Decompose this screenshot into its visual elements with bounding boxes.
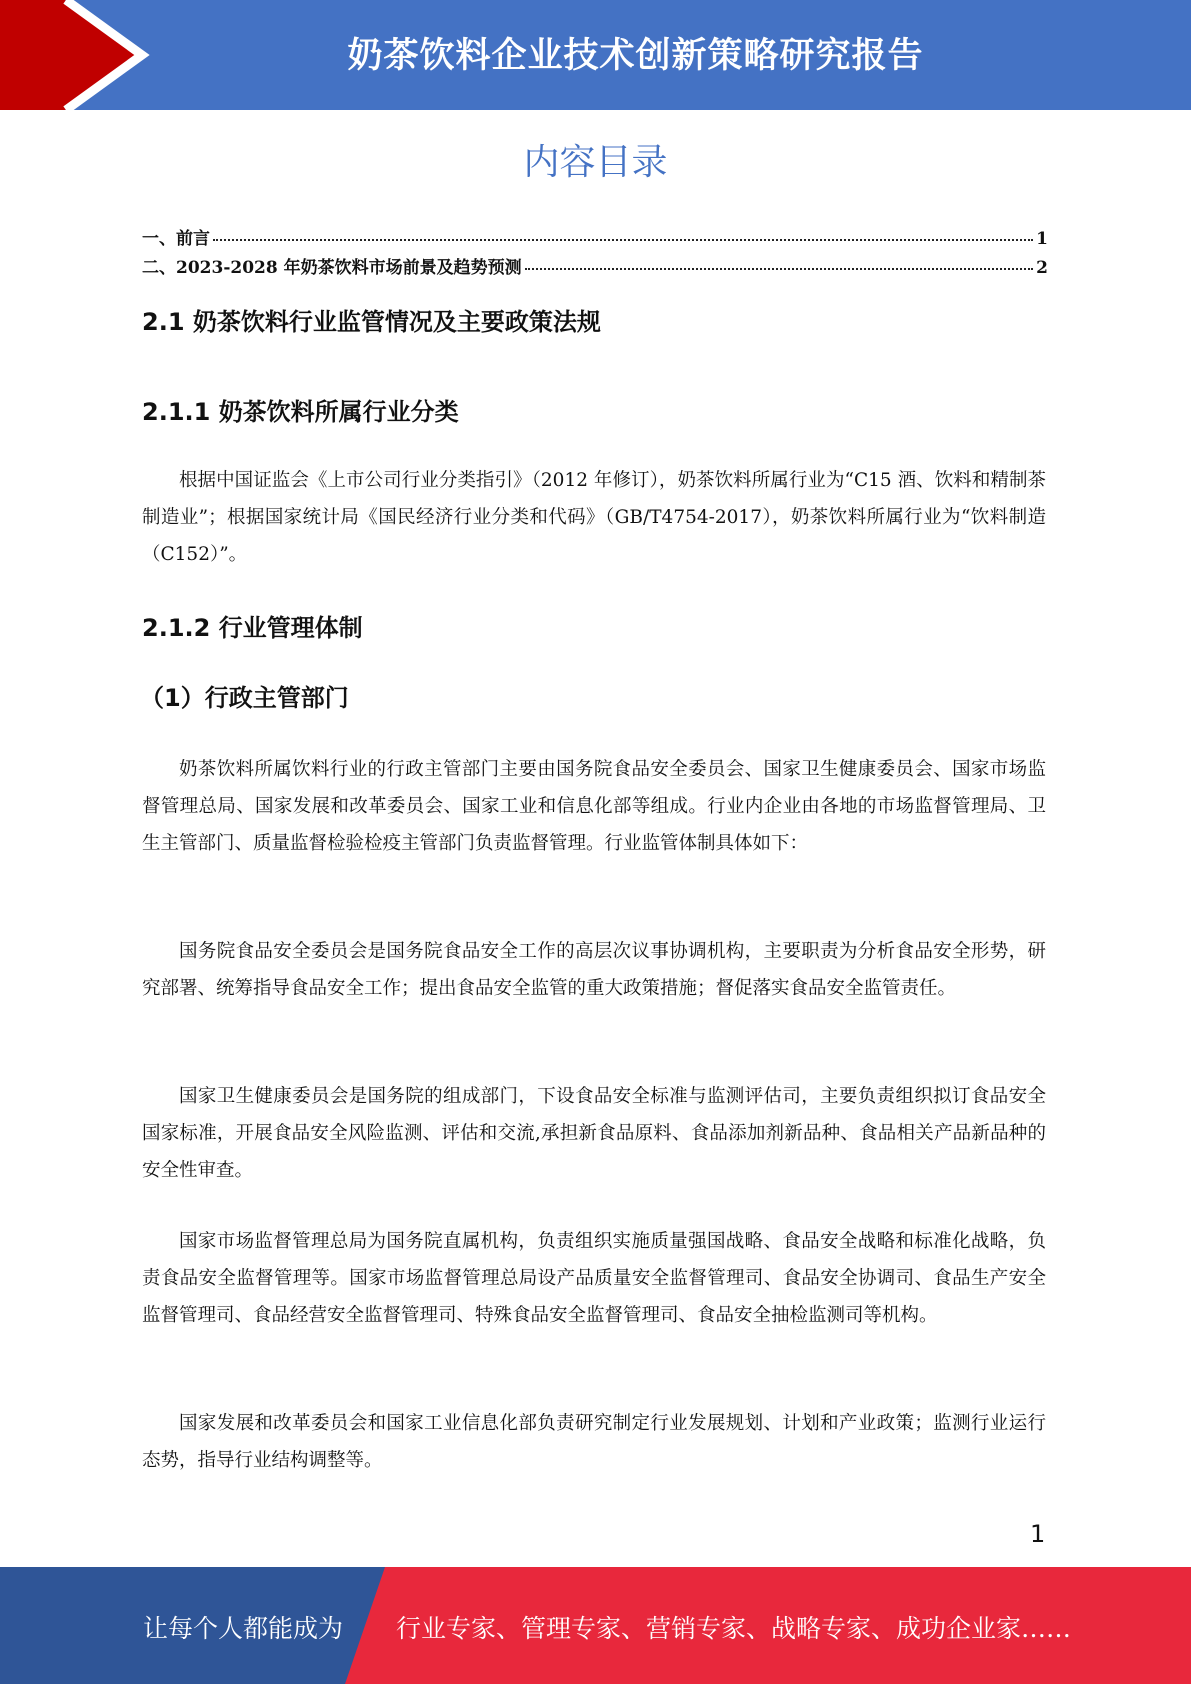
header-banner (0, 0, 1191, 110)
toc-entry-page: 1 (1036, 229, 1048, 249)
report-title: 奶茶饮料企业技术创新策略研究报告 (347, 36, 924, 76)
section-heading-2-1-2: 2.1.2 行业管理体制 (142, 614, 363, 642)
paragraph-health-commission: 国家卫生健康委员会是国务院的组成部门，下设食品安全标准与监测评估司，主要负责组织拟订食品安全国家标准，开展食品安全风险监测、评估和交流,承担新食品原料、食品添加剂新品种、食品相关产品新品种的安全性审查。 (142, 1086, 1046, 1181)
toc-dot-leader (525, 268, 1034, 270)
footer-slogan-right: 行业专家、管理专家、营销专家、战略专家、成功企业家…… (396, 1614, 1072, 1643)
paragraph-admin-departments: 奶茶饮料所属饮料行业的行政主管部门主要由国务院食品安全委员会、国家卫生健康委员会、国家市场监督管理总局、国家发展和改革委员会、国家工业和信息化部等组成。行业内企业由各地的市场监督管理局、卫生主管部门、质量监督检验检疫主管部门负责监督管理。行业监管体制具体如下： (142, 759, 1046, 854)
toc-entry-label: 一、前言 (142, 229, 210, 249)
section-heading-2-1: 2.1 奶茶饮料行业监管情况及主要政策法规 (142, 308, 601, 336)
paragraph-food-safety-committee: 国务院食品安全委员会是国务院食品安全工作的高层次议事协调机构，主要职责为分析食品安全形势，研究部署、统筹指导食品安全工作；提出食品安全监管的重大政策措施；督促落实食品安全监管责任。 (142, 941, 1046, 999)
toc-entry[interactable] (142, 224, 1048, 253)
footer-banner (0, 1567, 1191, 1684)
toc-entry[interactable] (142, 253, 1048, 282)
toc-dot-leader (213, 239, 1033, 241)
page-number: 1 (1030, 1520, 1046, 1548)
toc-entry-page: 2 (1036, 258, 1048, 278)
paragraph-ndrc-miit: 国家发展和改革委员会和国家工业信息化部负责研究制定行业发展规划、计划和产业政策；监测行业运行态势，指导行业结构调整等。 (142, 1413, 1046, 1471)
paragraph-industry-classification: 根据中国证监会《上市公司行业分类指引》（2012 年修订），奶茶饮料所属行业为“C15 酒、饮料和精制茶制造业”；根据国家统计局《国民经济行业分类和代码》（GB/T4754-2017），奶茶饮料所属行业为“饮料制造（C152）”。 (142, 470, 1046, 565)
toc-entry-label: 二、2023-2028 年奶茶饮料市场前景及趋势预测 (142, 258, 522, 278)
subsection-heading-admin: （1）行政主管部门 (140, 684, 349, 712)
toc-heading: 内容目录 (523, 142, 668, 183)
table-of-contents (142, 224, 1048, 282)
paragraph-market-regulation: 国家市场监督管理总局为国务院直属机构，负责组织实施质量强国战略、食品安全战略和标准化战略，负责食品安全监督管理等。国家市场监督管理总局设产品质量安全监督管理司、食品安全协调司、食品生产安全监督管理司、食品经营安全监督管理司、特殊食品安全监督管理司、食品安全抽检监测司等机构。 (142, 1231, 1046, 1326)
section-heading-2-1-1: 2.1.1 奶茶饮料所属行业分类 (142, 398, 459, 426)
footer-slogan-left: 让每个人都能成为 (143, 1614, 344, 1643)
